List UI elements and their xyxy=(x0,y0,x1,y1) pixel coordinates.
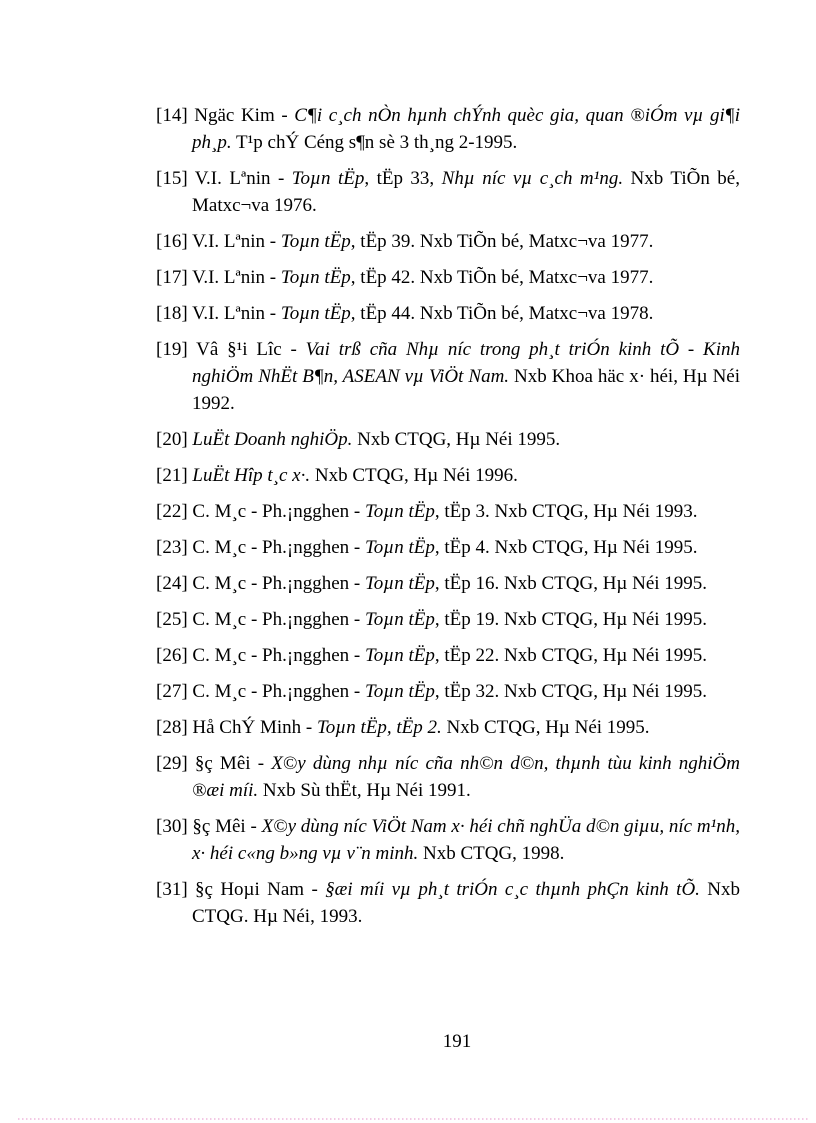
reference-text-segment: , tËp 4. Nxb CTQG, Hµ Néi 1995. xyxy=(434,537,698,558)
reference-entry xyxy=(156,876,740,930)
reference-text-segment: , tËp 33, xyxy=(364,168,442,189)
reference-text-segment: Toµn tËp xyxy=(364,609,435,630)
reference-label: [23] xyxy=(156,537,188,558)
reference-text-segment: C. M¸c - Ph.¡ngghen - xyxy=(192,537,365,558)
reference-label: [16] xyxy=(156,231,188,252)
reference-entry xyxy=(156,264,740,291)
reference-label: [30] xyxy=(156,816,188,837)
reference-label: [25] xyxy=(156,609,188,630)
reference-text-segment: Vai trß cña Nhµ níc trong ph¸t triÓn kinh tÕ - Kinh nghiÖm NhËt B¶n, ASEAN vµ ViÖt Nam. xyxy=(192,339,740,387)
reference-text-segment: LuËt Hîp t¸c x·. xyxy=(192,465,311,486)
reference-text-segment: , tËp 16. Nxb CTQG, Hµ Néi 1995. xyxy=(434,573,708,594)
reference-entry xyxy=(156,498,740,525)
reference-entry xyxy=(156,750,740,804)
reference-text-segment: X©y dùng níc ViÖt Nam x· héi chñ nghÜa d©n giµu, níc m¹nh, x· héi c«ng b»ng vµ v¨n minh. xyxy=(192,816,741,864)
reference-entry xyxy=(156,714,740,741)
reference-entry xyxy=(156,642,740,669)
reference-text-segment: V.I. Lªnin - xyxy=(192,303,281,324)
reference-text-segment: , tËp 44. Nxb TiÕn bé, Matxc¬va 1978. xyxy=(350,303,654,324)
reference-text-segment: Nxb Khoa häc x· héi, Hµ Néi 1992. xyxy=(192,366,741,414)
reference-text-segment: Toµn tËp, tËp 2. xyxy=(316,717,442,738)
reference-text-segment: V.I. Lªnin - xyxy=(192,231,281,252)
reference-label: [20] xyxy=(156,429,188,450)
reference-text-segment: X©y dùng nhµ níc cña nh©n d©n, thµnh tùu kinh nghiÖm ®æi míi. xyxy=(192,753,740,801)
reference-text-segment: V.I. Lªnin - xyxy=(194,168,292,189)
reference-text-segment: Nxb CTQG. Hµ Néi, 1993. xyxy=(192,879,741,927)
reference-text-segment: C. M¸c - Ph.¡ngghen - xyxy=(192,645,365,666)
reference-text-segment: , tËp 3. Nxb CTQG, Hµ Néi 1993. xyxy=(434,501,698,522)
reference-label: [18] xyxy=(156,303,188,324)
reference-entry xyxy=(156,606,740,633)
reference-text-segment: Ngäc Kim - xyxy=(194,105,295,126)
reference-text-segment: Toµn tËp xyxy=(364,681,435,702)
reference-text-segment: C. M¸c - Ph.¡ngghen - xyxy=(192,609,365,630)
reference-text-segment: Nxb CTQG, Hµ Néi 1995. xyxy=(441,717,650,738)
reference-text-segment: , tËp 32. Nxb CTQG, Hµ Néi 1995. xyxy=(434,681,708,702)
reference-text-segment: Nhµ níc vµ c¸ch m¹ng. xyxy=(441,168,624,189)
reference-label: [28] xyxy=(156,717,188,738)
reference-text-segment: §ç Mêi - xyxy=(194,753,272,774)
reference-text-segment: , tËp 39. Nxb TiÕn bé, Matxc¬va 1977. xyxy=(350,231,654,252)
reference-entry xyxy=(156,534,740,561)
reference-label: [27] xyxy=(156,681,188,702)
reference-text-segment: T¹p chÝ Céng s¶n sè 3 th¸ng 2-1995. xyxy=(231,132,518,153)
reference-text-segment: Toµn tËp xyxy=(280,231,351,252)
reference-text-segment: Nxb CTQG, 1998. xyxy=(418,843,565,864)
reference-entry xyxy=(156,462,740,489)
reference-text-segment: Hå ChÝ Minh - xyxy=(192,717,317,738)
reference-text-segment: Toµn tËp xyxy=(364,645,435,666)
reference-text-segment: Nxb TiÕn bé, Matxc¬va 1976. xyxy=(192,168,740,216)
reference-text-segment: , tËp 19. Nxb CTQG, Hµ Néi 1995. xyxy=(434,609,708,630)
reference-text-segment: V.I. Lªnin - xyxy=(192,267,281,288)
reference-label: [19] xyxy=(156,339,188,360)
reference-entry xyxy=(156,102,740,156)
reference-text-segment: C. M¸c - Ph.¡ngghen - xyxy=(192,681,365,702)
reference-text-segment: Toµn tËp xyxy=(291,168,365,189)
reference-text-segment: Vâ §¹i Lîc - xyxy=(196,339,306,360)
page-number: 191 xyxy=(442,1031,472,1052)
reference-entry xyxy=(156,165,740,219)
reference-entry xyxy=(156,570,740,597)
reference-entry xyxy=(156,813,740,867)
reference-text-segment: Nxb CTQG, Hµ Néi 1996. xyxy=(310,465,518,486)
reference-entry xyxy=(156,336,740,417)
reference-label: [15] xyxy=(156,168,188,189)
reference-text-segment: Toµn tËp xyxy=(280,303,351,324)
reference-text-segment: §ç Mêi - xyxy=(192,816,262,837)
reference-label: [26] xyxy=(156,645,188,666)
reference-list xyxy=(156,102,740,939)
reference-label: [31] xyxy=(156,879,188,900)
reference-text-segment: §æi míi vµ ph¸t triÓn c¸c thµnh phÇn kinh tÕ. xyxy=(325,879,700,900)
reference-text-segment: Toµn tËp xyxy=(280,267,351,288)
reference-text-segment: Toµn tËp xyxy=(364,573,435,594)
reference-text-segment: , tËp 22. Nxb CTQG, Hµ Néi 1995. xyxy=(434,645,708,666)
reference-text-segment: LuËt Doanh nghiÖp. xyxy=(192,429,353,450)
reference-text-segment: Toµn tËp xyxy=(364,501,435,522)
reference-label: [22] xyxy=(156,501,188,522)
reference-label: [24] xyxy=(156,573,188,594)
reference-text-segment: C. M¸c - Ph.¡ngghen - xyxy=(192,573,365,594)
reference-entry xyxy=(156,426,740,453)
reference-entry xyxy=(156,228,740,255)
reference-text-segment: C. M¸c - Ph.¡ngghen - xyxy=(192,501,365,522)
reference-text-segment: Nxb Sù thËt, Hµ Néi 1991. xyxy=(258,780,471,801)
reference-text-segment: §ç Hoµi Nam - xyxy=(195,879,326,900)
reference-label: [21] xyxy=(156,465,188,486)
reference-text-segment: C¶i c¸ch nÒn hµnh chÝnh quèc gia, quan ®iÓm vµ gi¶i ph¸p. xyxy=(192,105,740,153)
reference-label: [14] xyxy=(156,105,188,126)
reference-entry xyxy=(156,678,740,705)
reference-text-segment: Nxb CTQG, Hµ Néi 1995. xyxy=(352,429,561,450)
reference-entry xyxy=(156,300,740,327)
reference-label: [29] xyxy=(156,753,188,774)
reference-text-segment: , tËp 42. Nxb TiÕn bé, Matxc¬va 1977. xyxy=(350,267,654,288)
reference-label: [17] xyxy=(156,267,188,288)
bottom-dotted-line xyxy=(18,1118,810,1120)
reference-text-segment: Toµn tËp xyxy=(364,537,435,558)
